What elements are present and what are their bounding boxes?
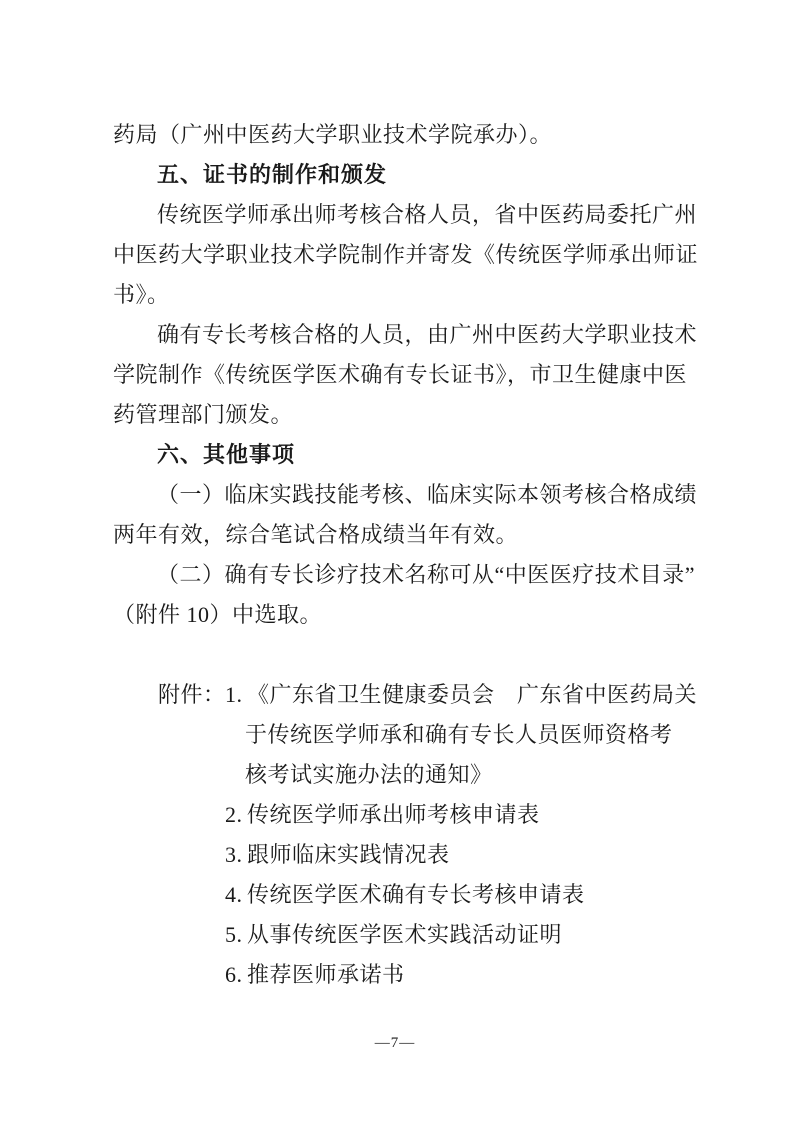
text-line: （附件 10）中选取。	[113, 602, 323, 627]
attachment-text: 跟师临床实践情况表	[247, 842, 450, 867]
text-line: 传统医学师承出师考核合格人员，省中医药局委托广州	[157, 202, 698, 227]
attachment-item	[113, 955, 693, 995]
attachment-number: 3.	[225, 842, 243, 867]
document-body	[113, 115, 699, 995]
attachment-number: 6.	[225, 962, 243, 987]
text-line: 药管理部门颁发。	[113, 402, 294, 427]
text-line: 书》。	[113, 282, 170, 307]
text-line: 学院制作《传统医学医术确有专长证书》，市卫生健康中医	[113, 362, 688, 387]
attachment-item	[113, 875, 693, 915]
text-line: 药局（广州中医药大学职业技术学院承办）。	[113, 122, 553, 147]
attachment-text: 推荐医师承诺书	[247, 962, 405, 987]
attachment-number: 1.	[225, 682, 243, 707]
attachment-text: 传统医学师承出师考核申请表	[247, 802, 540, 827]
page-number: —7—	[374, 1035, 416, 1051]
text-line: 两年有效，综合笔试合格成绩当年有效。	[113, 522, 519, 547]
text-line: 确有专长考核合格的人员，由广州中医药大学职业技术	[157, 322, 698, 347]
section-heading-5: 五、证书的制作和颁发	[157, 162, 388, 187]
attachments-label: 附件：	[158, 682, 226, 707]
attachments-first-line	[113, 675, 698, 715]
attachment-text: 从事传统医学医术实践活动证明	[247, 922, 563, 947]
attachment-text-continuation: 核考试实施办法的通知》	[245, 762, 493, 787]
text-line: （二）确有专长诊疗技术名称可从“中医医疗技术目录”	[157, 562, 696, 587]
attachment-number: 5.	[225, 922, 243, 947]
attachment-text-continuation: 于传统医学师承和确有专长人员医师资格考	[245, 722, 673, 747]
text-line: 中医药大学职业技术学院制作并寄发《传统医学师承出师证	[113, 242, 699, 267]
attachment-text: 《广东省卫生健康委员会 广东省中医药局关	[247, 682, 698, 707]
attachment-number: 4.	[225, 882, 243, 907]
attachment-number: 2.	[225, 802, 243, 827]
text-line: （一）临床实践技能考核、临床实际本领考核合格成绩	[157, 482, 698, 507]
blank-line	[113, 635, 693, 675]
attachment-item	[113, 795, 693, 835]
attachment-item	[113, 835, 693, 875]
attachment-item	[113, 915, 693, 955]
section-heading-6: 六、其他事项	[157, 442, 296, 467]
attachment-text: 传统医学医术确有专长考核申请表	[247, 882, 585, 907]
